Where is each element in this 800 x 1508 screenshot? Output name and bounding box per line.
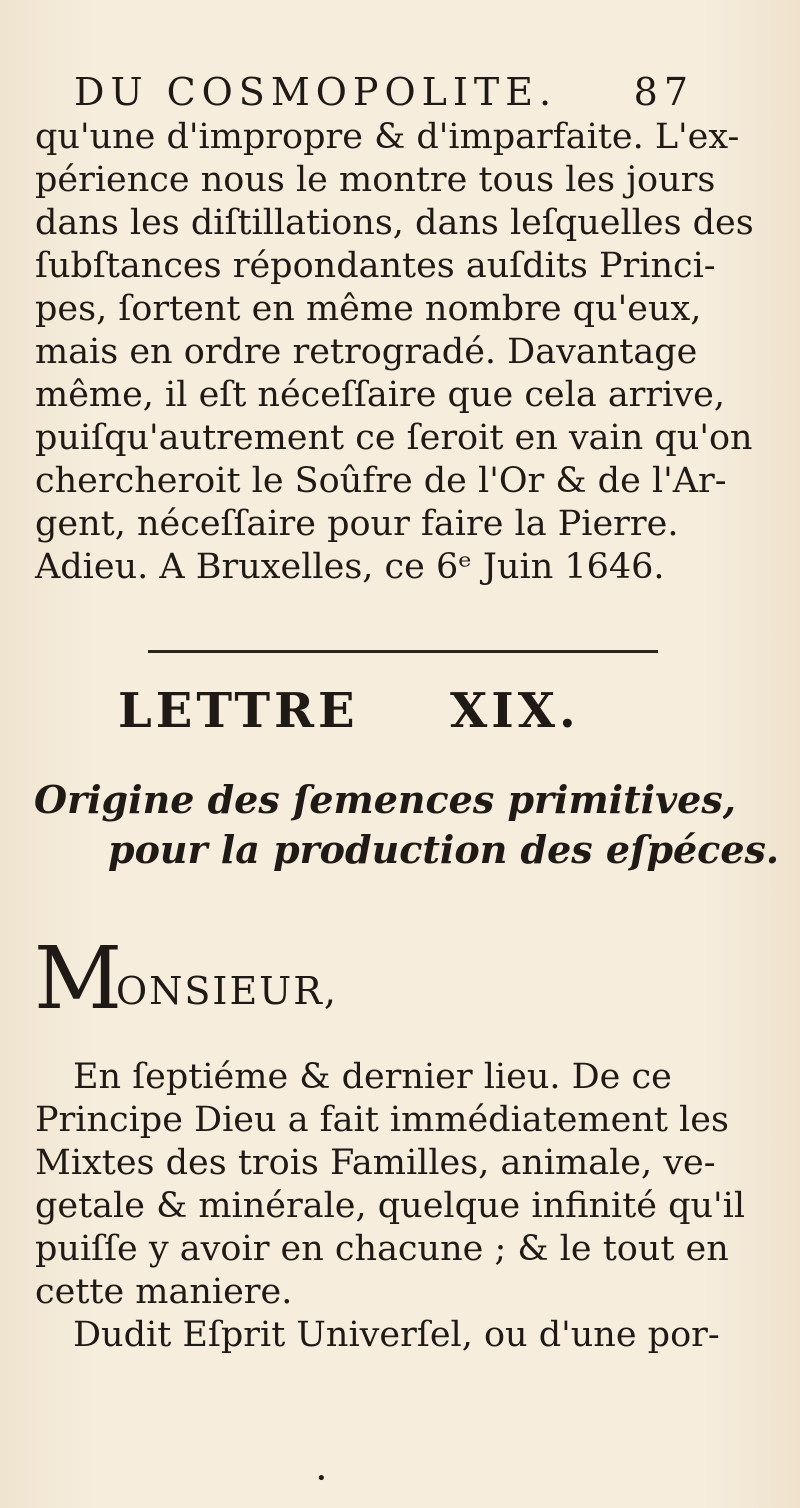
text-line: Dudit Eſprit Univerſel, ou d'une por- xyxy=(73,1315,720,1355)
letter-subtitle xyxy=(34,775,780,875)
text-line: Mixtes des trois Familles, animale, ve- xyxy=(35,1143,716,1183)
letter-number: XIX. xyxy=(450,683,580,739)
text-line: chercheroit le Soûfre de l'Or & de l'Ar- xyxy=(35,461,727,501)
text-line: cette maniere. xyxy=(35,1272,293,1312)
text-line: ſubſtances répondantes auſdits Princi- xyxy=(35,246,716,286)
text-line: En ſeptiéme & dernier lieu. De ce xyxy=(73,1057,672,1097)
text-line: gent, néceſſaire pour faire la Pierre. xyxy=(35,504,679,544)
text-line: Adieu. A Bruxelles, ce 6ᵉ Juin 1646. xyxy=(35,547,665,587)
text-line: pes, ſortent en même nombre qu'eux, xyxy=(35,289,702,329)
subtitle-line: Origine des ſemences primitives, xyxy=(34,777,736,822)
text-line: périence nous le montre tous les jours xyxy=(35,160,716,200)
running-title: DU COSMOPOLITE. xyxy=(74,70,558,114)
salutation xyxy=(34,929,754,1029)
text-line: qu'une d'impropre & d'imparfaite. L'ex- xyxy=(35,117,740,157)
text-line: getale & minérale, quelque infinité qu'il xyxy=(35,1186,746,1226)
subtitle-line: pour la production des eſpéces. xyxy=(108,827,780,872)
page-number: 87 xyxy=(633,70,694,114)
text-after-salutation xyxy=(35,1056,755,1357)
text-line: même, il eſt néceſſaire que cela arrive, xyxy=(35,375,725,415)
text-line: Principe Dieu a fait immédiatement les xyxy=(35,1100,729,1140)
text-line: puiſſe y avoir en chacune ; & le tout en xyxy=(35,1229,729,1269)
page-mark: • xyxy=(316,1468,327,1489)
salutation-text: ONSIEUR, xyxy=(116,969,338,1013)
text-before-letter xyxy=(35,116,755,589)
section-divider xyxy=(148,650,658,653)
letter-word: LETTRE xyxy=(118,683,359,739)
letter-heading xyxy=(118,684,688,738)
text-line: dans les diſtillations, dans leſquelles des xyxy=(35,203,754,243)
text-line: mais en ordre retrogradé. Davantage xyxy=(35,332,698,372)
text-line: puiſqu'autrement ce ſeroit en vain qu'on xyxy=(35,418,753,458)
drop-cap: M xyxy=(34,929,123,1029)
